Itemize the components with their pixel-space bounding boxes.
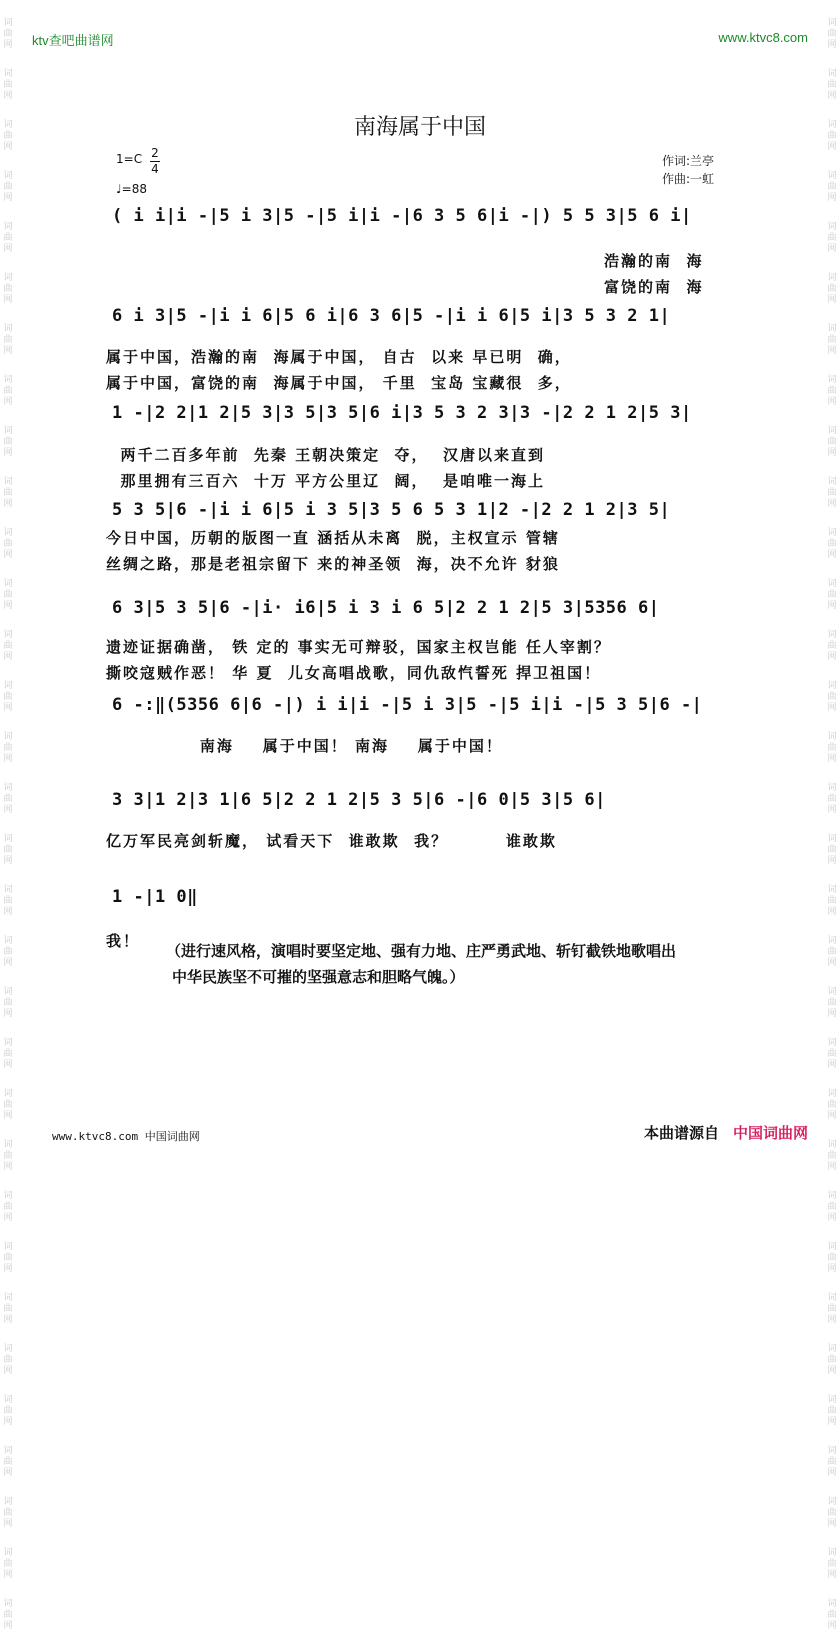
performance-note-line-1: （进行速风格，演唱时要坚定地、强有力地、庄严勇武地、斩钉截铁地歌唱出 [166, 942, 677, 960]
notation-line-4: 5 3 5|6 -|i i 6|5 i 3 5|3 5 6 5 3 1|2 -|2 2 1 2|3 5| [112, 500, 671, 520]
side-watermark-left: 词 曲 网 词 曲 网 词 曲 网 词 曲 网 词 曲 网 词 曲 网 词 曲 网 词 曲 网 词 曲 网 词 曲 网 词 曲 网 词 曲 网 词 曲 网 词 曲 网 词 曲 网 词 曲 网 词 曲 网 词 曲 网 词 曲 网 词 曲 网 词 曲 网 词 曲 网 词 曲 网 词 曲 网 词 曲 网 词 曲 网 词 曲 网 词 曲 网 词 曲 网 词 曲 网 词 曲 网 词 曲 网 [3, 18, 13, 1631]
lyricist-credit: 作词:兰亭 [662, 154, 715, 168]
lyrics-line-8: 我！ [106, 932, 141, 950]
time-signature [150, 146, 160, 177]
performance-note-line-2: 中华民族坚不可摧的坚强意志和胆略气魄。） [172, 968, 465, 986]
lyrics-line-2-verse-1: 属于中国，浩瀚的南 海属于中国， 自古 以来 早已明 确， [106, 348, 572, 366]
notation-line-3: 1 -|2 2|1 2|5 3|3 5|3 5|6 i|3 5 3 2 3|3 -|2 2 1 2|5 3| [112, 403, 692, 423]
lyrics-line-5-verse-1: 遗迹证据确凿， 铁 定的 事实无可辩驳，国家主权岂能 任人宰割？ [106, 638, 611, 656]
footer-source-label: 本曲谱源自 [643, 1124, 719, 1142]
footer-source [644, 1122, 808, 1143]
lyrics-line-2-verse-2: 属于中国，富饶的南 海属于中国， 千里 宝岛 宝藏很 多， [106, 374, 572, 392]
lyrics-line-6: 南海 属于中国！ 南海 属于中国！ [106, 737, 503, 755]
time-sig-top: 2 [151, 146, 159, 160]
tempo-marking: ♩=88 [116, 182, 147, 196]
footer-site[interactable]: www.ktvc8.com 中国词曲网 [52, 1130, 200, 1143]
notation-line-1: ( i i|i -|5 i 3|5 -|5 i|i -|6 3 5 6|i -|) 5 5 3|5 6 i| [112, 206, 692, 226]
lyrics-line-4-verse-1: 今日中国，历朝的版图一直 涵括从未离 脱，主权宣示 管辖 [106, 529, 560, 547]
notation-line-7: 3 3|1 2|3 1|6 5|2 2 1 2|5 3 5|6 -|6 0|5 3|5 6| [112, 790, 606, 810]
composer-credit: 作曲:一虹 [662, 172, 715, 186]
lyrics-line-5-verse-2: 撕咬寇贼作恶！ 华 夏 儿女高唱战歌，同仇敌忾誓死 捍卫祖国！ [106, 664, 602, 682]
notation-line-2: 6 i 3|5 -|i i 6|5 6 i|6 3 6|5 -|i i 6|5 i|3 5 3 2 1| [112, 306, 671, 326]
time-sig-bottom: 4 [151, 162, 159, 176]
lyrics-line-3-verse-2: 那里拥有三百六 十万 平方公里辽 阔， 是咱唯一海上 [106, 472, 546, 490]
header-site-url[interactable]: www.ktvc8.com [718, 30, 808, 45]
notation-line-8: 1 -|1 0‖ [112, 887, 198, 907]
lyrics-line-4-verse-2: 丝绸之路，那是老祖宗留下 来的神圣领 海，决不允许 豺狼 [106, 555, 560, 573]
lyrics-line-1-verse-2: 富饶的南 海 [604, 278, 704, 296]
notation-line-5: 6 3|5 3 5|6 -|i· i6|5 i 3 i 6 5|2 2 1 2|5 3|5356 6| [112, 598, 660, 618]
notation-line-6: 6 -:‖(5356 6|6 -|) i i|i -|5 i 3|5 -|5 i|i -|5 3 5|6 -| [112, 695, 703, 715]
footer-brand[interactable]: 中国词曲网 [732, 1124, 808, 1142]
side-watermark-right: 词 曲 网 词 曲 网 词 曲 网 词 曲 网 词 曲 网 词 曲 网 词 曲 网 词 曲 网 词 曲 网 词 曲 网 词 曲 网 词 曲 网 词 曲 网 词 曲 网 词 曲 网 词 曲 网 词 曲 网 词 曲 网 词 曲 网 词 曲 网 词 曲 网 词 曲 网 词 曲 网 词 曲 网 词 曲 网 词 曲 网 词 曲 网 词 曲 网 词 曲 网 词 曲 网 词 曲 网 词 曲 网 [827, 18, 837, 1631]
lyrics-line-7: 亿万军民亮剑斩魔， 试看天下 谁敢欺 我？ 谁敢欺 [106, 832, 557, 850]
lyrics-line-1-verse-1: 浩瀚的南 海 [604, 252, 704, 270]
key-signature: 1=C [116, 152, 143, 166]
song-title: 南海属于中国 [353, 115, 486, 140]
header-site-name[interactable]: ktv查吧曲谱网 [32, 33, 114, 48]
lyrics-line-3-verse-1: 两千二百多年前 先秦 王朝决策定 夺， 汉唐以来直到 [106, 446, 546, 464]
